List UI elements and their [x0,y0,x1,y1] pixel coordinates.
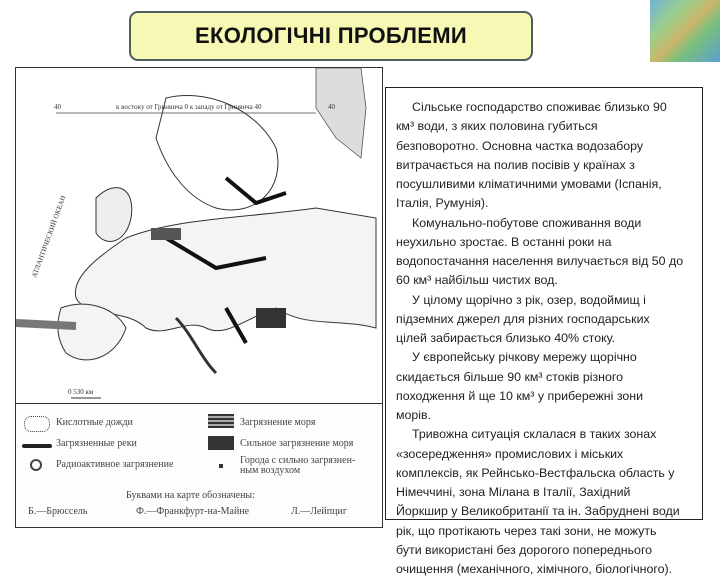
legend-sea-pollution: Загрязнение моря [240,417,316,428]
text-line: Італія, Румунія). [396,196,489,211]
lat-label-left: 40 [54,103,61,111]
meridian-note: к востоку от Гринвича 0 к западу от Гринвича 40 [116,103,262,111]
text-line: підземних джерел для різних господарських [396,311,650,326]
legend-frankfurt: Ф.—Франкфурт-на-Майне [136,506,250,517]
text-line: комплексів, як Рейнсько-Вестфальска область у [396,465,675,480]
slide-title: ЕКОЛОГІЧНІ ПРОБЛЕМИ [195,23,467,48]
heavy-sea-pollution-icon [208,436,234,450]
north-sea-pollution [151,228,181,240]
sea-pollution-icon [208,414,234,428]
text-line: посушливими кліматичними умовами (Іспанія, [396,177,662,191]
legend-leipzig: Л.—Лейпциг [291,506,347,517]
text-line: неухильно зростає. В останні роки на [396,234,612,249]
legend-polluted-cities: Города с сильно загрязнен-ным воздухом [240,455,356,476]
text-line: Тривожна ситуація склалася в таких зонах [412,427,657,442]
scandinavia-shade [316,68,366,158]
text-line: бути використані без дорогого попереднього [396,542,653,557]
scale-label: 0 530 км [68,388,94,396]
text-line: У цілому щорічно з рік, озер, водоймищ і [412,292,646,307]
text-line: Сільське господарство споживає близько 90 [412,100,667,114]
legend-letters-note: Буквами на карте обозначены: [126,490,255,501]
text-line: рік, що протікають через такі зони, не можуть [396,523,657,538]
legend-acid-rain: Кислотные дожди [56,417,133,428]
text-line: Німеччині, зона Мілана в Італії, Західний [396,485,631,499]
pollution-map [15,67,383,528]
polluted-city-icon [219,464,223,468]
text-line: безповоротно. Основна частка водозабору [396,138,644,153]
text-line: витрачається на полив посівів у країнах з [396,157,635,172]
text-line: Комунально-побутове споживання води [412,215,642,230]
text-line: морів. [396,408,432,422]
legend-heavy-sea-pollution: Сильное загрязнение моря [240,438,354,449]
legend-radioactive: Радиоактивное загрязнение [56,459,174,470]
acid-rain-icon [24,416,50,432]
map-legend [16,403,382,528]
text-line: Йоркшир у Великобританії та ін. Забруднені води [396,504,680,519]
black-sea-pollution [256,308,286,328]
polluted-river-icon [22,444,52,448]
text-line: скидається більше 90 км³ стоків різного [396,369,624,384]
radioactive-icon [30,459,42,471]
europe-map-thumbnail [650,0,720,62]
text-line: У європейську річкову мережу щорічно [412,350,637,365]
ocean-label: АТЛАНТИЧЕСКИЙ ОКЕАН [30,194,68,279]
text-line: походження й ще 10 км³ у прибережні зони [396,388,644,403]
slide-title-box [129,11,533,61]
text-line: водопостачання населення вилучається від 50 до [396,254,684,268]
text-line: очищення (механічного, хімічного, біологічного). [396,562,673,576]
british-isles [96,188,132,242]
legend-polluted-rivers: Загрязненные реки [56,438,137,449]
atlantic-pollution [16,323,76,326]
text-line: цілей забирається близько 40% стоку. [396,331,616,345]
text-line: 60 км³ найбільш чистих вод. [396,273,558,288]
text-line: «зосередження» промислових і міських [396,446,624,461]
legend-brussels: Б.—Брюссель [28,506,88,517]
text-panel [385,87,703,576]
map-drawing [16,68,383,408]
text-line: км³ води, з яких половина губиться [396,119,598,134]
lat-label-right: 40 [328,103,335,111]
